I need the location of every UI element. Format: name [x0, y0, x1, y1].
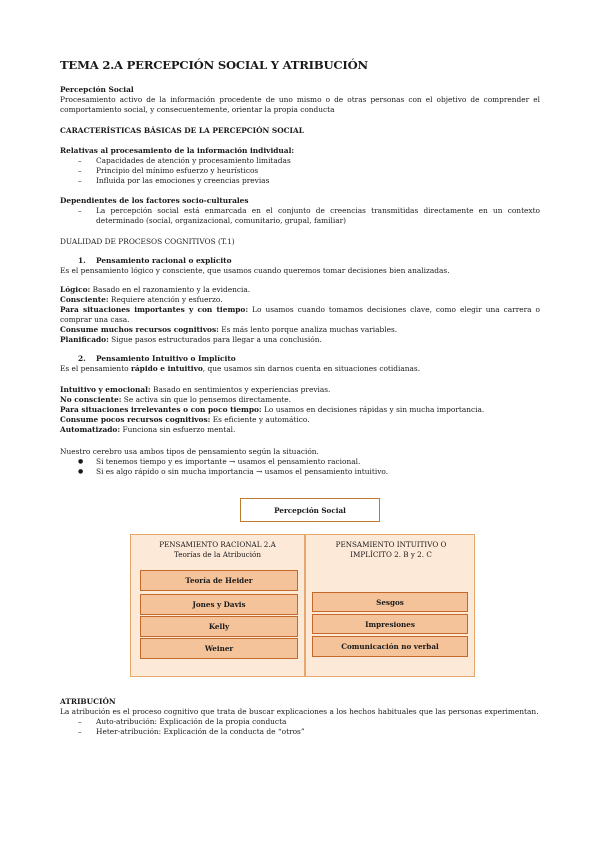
list-item: Consciente: Requiere atención y esfuerzo.	[60, 295, 223, 304]
diagram-root: Percepción Social	[240, 498, 380, 522]
list-item: Para situaciones importantes y con tiempo: Lo usamos cuando tomamos decisiones clave, como elegir una carrera o comprar una casa.	[60, 305, 540, 324]
percepcion-heading: Percepción Social	[60, 85, 134, 94]
diagram-left-item: Weiner	[140, 638, 298, 659]
list-item: ● Si es algo rápido o sin mucha importancia → usamos el pensamiento intuitivo.	[60, 467, 540, 477]
diagram-right-item: Sesgos	[312, 592, 468, 612]
left-panel-subtitle: Teorías de la Atribución	[173, 550, 261, 559]
intuitivo-num: 2.	[78, 354, 86, 363]
racional-intro: Es el pensamiento lógico y consciente, que usamos cuando queremos tomar decisiones bien analizadas.	[60, 266, 450, 275]
racional-heading	[60, 256, 540, 266]
diagram-left-item: Jones y Davis	[140, 594, 298, 615]
list-item: ● Si tenemos tiempo y es importante → usamos el pensamiento racional.	[60, 457, 540, 467]
intuitivo-list	[60, 385, 540, 435]
intuitivo-intro: Es el pensamiento rápido e intuitivo, que usamos sin darnos cuenta en situaciones cotidianas.	[60, 364, 421, 373]
dualidad-heading: DUALIDAD DE PROCESOS COGNITIVOS (T.1)	[60, 237, 235, 246]
list-item: Consume muchos recursos cognitivos: Es más lento porque analiza muchas variables.	[60, 325, 398, 334]
list-item: Intuitivo y emocional: Basado en sentimientos y experiencias previas.	[60, 385, 331, 394]
list-item: No consciente: Se activa sin que lo pensemos directamente.	[60, 395, 292, 404]
group2	[60, 196, 540, 226]
list-item: – Capacidades de atención y procesamiento limitadas	[60, 156, 540, 166]
caracteristicas-heading: CARACTERÍSTICAS BÁSICAS DE LA PERCEPCIÓN SOCIAL	[60, 126, 304, 135]
intuitivo-section	[60, 354, 540, 374]
racional-list	[60, 285, 540, 345]
page-title: TEMA 2.A PERCEPCIÓN SOCIAL Y ATRIBUCIÓN	[60, 58, 368, 72]
intuitivo-heading	[60, 354, 540, 364]
list-item: – La percepción social está enmarcada en el conjunto de creencias transmitidas directamente en un contexto determinado (social, organizacional, comunitario, grupal, familiar)	[60, 206, 540, 226]
diagram-left-item: Teoría de Heider	[140, 570, 298, 591]
racional-title: Pensamiento racional o explícito	[96, 256, 232, 265]
group1	[60, 146, 540, 186]
list-item: Automatizado: Funciona sin esfuerzo mental.	[60, 425, 236, 434]
diagram-right-item: Impresiones	[312, 614, 468, 634]
caracteristicas-section	[60, 126, 540, 136]
racional-section	[60, 256, 540, 276]
list-item: Planificado: Sigue pasos estructurados para llegar a una conclusión.	[60, 335, 322, 344]
group1-heading: Relativas al procesamiento de la información individual:	[60, 146, 295, 155]
percepcion-section	[60, 85, 540, 115]
cerebro-section	[60, 447, 540, 477]
percepcion-text: Procesamiento activo de la información procedente de uno mismo o de otras personas con el objetivo de comprender el comportamiento social, y consecuentemente, orientar la propia conducta	[60, 95, 540, 114]
right-panel-title: PENSAMIENTO INTUITIVO O IMPLÍCITO 2. B y 2. C	[335, 540, 447, 559]
list-item: Consume pocos recursos cognitivos: Es eficiente y automático.	[60, 415, 310, 424]
left-panel-header	[132, 540, 303, 560]
atribucion-heading: ATRIBUCIÓN	[60, 697, 116, 706]
list-item: Para situaciones irrelevantes o con poco tiempo: Lo usamos en decisiones rápidas y sin mucha importancia.	[60, 405, 485, 414]
diagram-right-item: Comunicación no verbal	[312, 636, 468, 657]
racional-num: 1.	[78, 256, 86, 265]
list-item: – Principio del mínimo esfuerzo y heurísticos	[60, 166, 540, 176]
list-item: – Heter-atribución: Explicación de la conducta de “otros”	[60, 727, 540, 737]
list-item: – Auto-atribución: Explicación de la propia conducta	[60, 717, 540, 727]
atribucion-text: La atribución es el proceso cognitivo que trata de buscar explicaciones a los hechos habituales que las personas experimentan.	[60, 707, 539, 716]
list-item: – Influida por las emociones y creencias previas	[60, 176, 540, 186]
left-panel-title: PENSAMIENTO RACIONAL 2.A	[159, 540, 276, 549]
diagram-left-item: Kelly	[140, 616, 298, 637]
group2-heading: Dependientes de los factores socio-culturales	[60, 196, 249, 205]
list-item: Lógico: Basado en el razonamiento y la evidencia.	[60, 285, 251, 294]
cerebro-text: Nuestro cerebro usa ambos tipos de pensamiento según la situación.	[60, 447, 319, 456]
atribucion-section	[60, 697, 540, 737]
intuitivo-title: Pensamiento Intuitivo o Implícito	[96, 354, 236, 363]
